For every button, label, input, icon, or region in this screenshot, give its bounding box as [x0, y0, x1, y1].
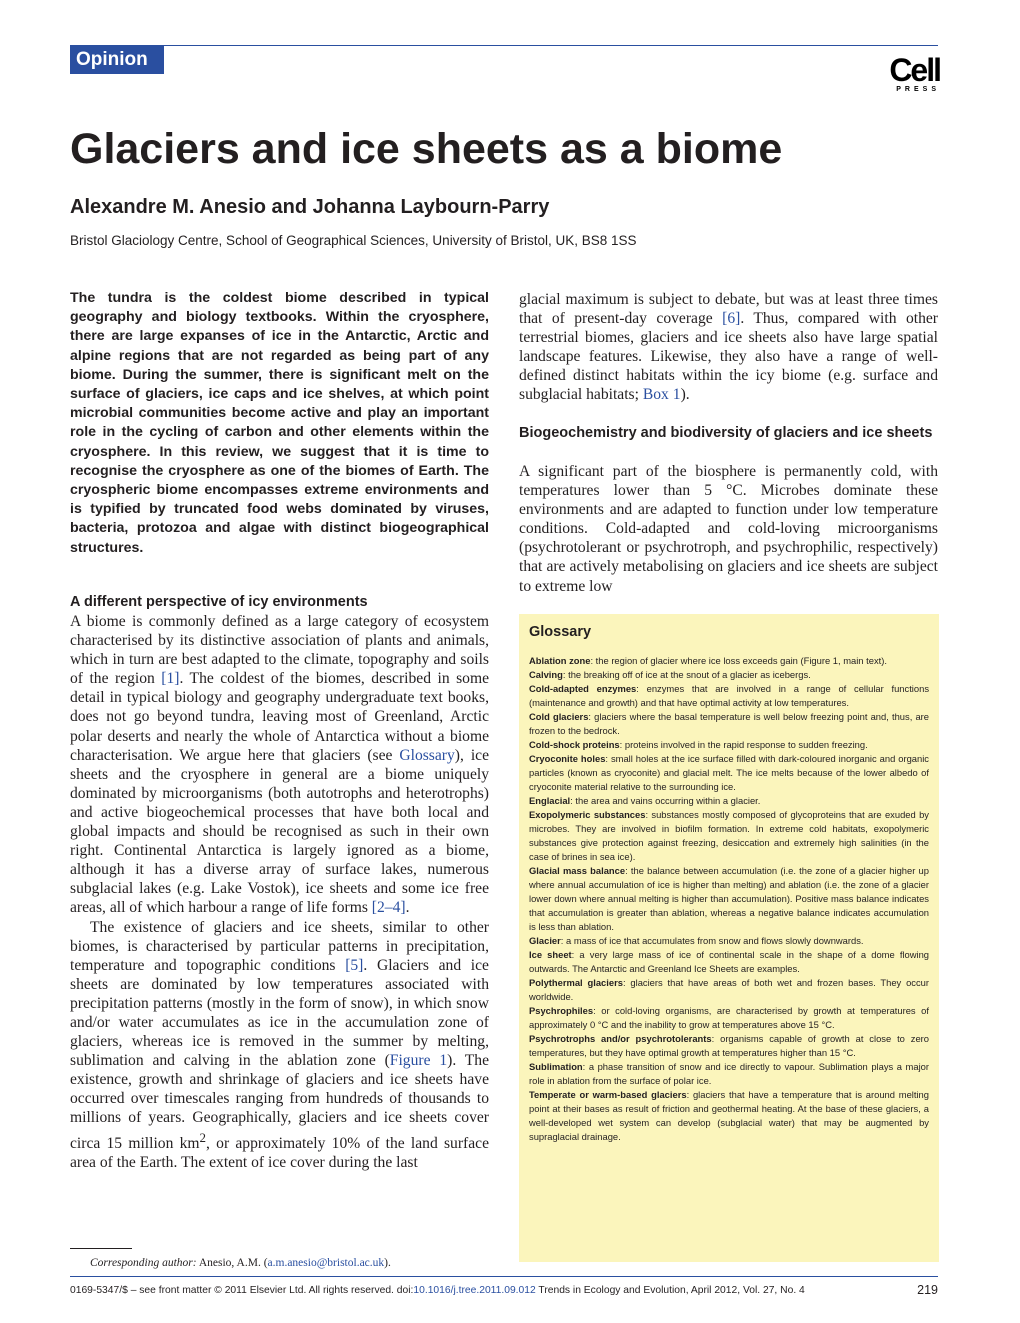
- text-run: ). The existence, growth and shrinkage of glaciers and ice sheets have occurred over timescales ranging from hundreds of thousands to millions of years. Geographically, glaciers and ice sheets cover circa 15 million km: [70, 1052, 489, 1152]
- glossary-entry: [529, 654, 929, 668]
- text-run: , or approximately 10% of the land surface area of the Earth. The extent of ice cover during the last: [70, 1134, 490, 1171]
- glossary-term: Cryoconite holes: [529, 753, 606, 764]
- right-column-body: [519, 290, 938, 405]
- glossary-entry: [529, 808, 929, 864]
- glossary-definition: : or cold-loving organisms, are characterised by growth at temperatures of approximately 0 °C and the inability to grow at temperatures above 15 °C.: [529, 1005, 929, 1030]
- footnote-name: Anesio, A.M. (: [196, 1257, 268, 1269]
- glossary-definition: : the balance between accumulation (i.e. the zone of a glacier higher up where annual accumulation of ice is higher than melting) and ablation (i.e. the zone of a glacier lower down where annual melting is higher than accumulation). Positive mass balance indicates that accumulation is greater than ablation, whereas a negative balance indicates accumulation is less than ablation.: [529, 865, 929, 932]
- glossary-term: Cold glaciers: [529, 711, 589, 722]
- text-run: glacial maximum is subject to debate, but was at least three times that of present-day coverage: [519, 291, 938, 328]
- section-heading-2: Biogeochemistry and biodiversity of glaciers and ice sheets: [519, 425, 933, 441]
- issn-text: 0169-5347/$ – see front matter © 2011 Elsevier Ltd. All rights reserved. doi:: [70, 1285, 414, 1296]
- glossary-list: [529, 654, 929, 1144]
- text-run: ), ice sheets and the cryosphere in general are a biome uniquely dominated by microorganisms (both autotrophs and heterotrophs) and active biogeochemical processes that have both local and global impacts and should be recognised as such in their own right. Continental Antarctica is largely ignored as a biome, although it has a diverse array of surface lakes, numerous subglacial lakes (e.g. Lake Vostok), ice sheets and some ice free areas, all of which harbour a range of life forms: [70, 746, 489, 917]
- superscript: 2: [199, 1129, 207, 1145]
- author-email-link[interactable]: a.m.anesio@bristol.ac.uk: [267, 1257, 385, 1269]
- glossary-term: Glacier: [529, 935, 561, 946]
- glossary-definition: : glaciers that have areas of both wet and frozen bases. They occur worldwide.: [529, 977, 929, 1002]
- glossary-term: Exopolymeric substances: [529, 809, 646, 820]
- glossary-term: Sublimation: [529, 1061, 583, 1072]
- figure-link[interactable]: Figure 1: [389, 1052, 448, 1070]
- glossary-entry: [529, 710, 929, 738]
- citation-link[interactable]: [1]: [161, 670, 180, 688]
- glossary-term: Temperate or warm-based glaciers: [529, 1089, 687, 1100]
- journal-citation: Trends in Ecology and Evolution, April 2012, Vol. 27, No. 4: [535, 1285, 805, 1296]
- text-run: . Thus, compared with other terrestrial biomes, glaciers and ice sheets also have large spatial landscape features. Likewise, they also have a range of well-defined distinct habitats within the icy biome (e.g. surface and subglacial habitats;: [519, 310, 938, 404]
- footnote-end: ).: [384, 1257, 391, 1269]
- text-run: A biome is commonly defined as a large category of ecosystem characterised by its distinctive association of plants and animals, which in turn are best adapted to the climate, topography and soils of the region: [70, 613, 489, 688]
- body-paragraph: [519, 290, 938, 405]
- author-affiliation: Bristol Glaciology Centre, School of Geographical Sciences, University of Bristol, UK, BS8 1SS: [70, 233, 637, 248]
- glossary-definition: : organisms capable of growth at close to zero temperatures, but they have optimal growth at temperatures higher than 15 °C.: [529, 1033, 929, 1058]
- glossary-definition: : glaciers where the basal temperature is well below freezing point and, thus, are frozen to the bedrock.: [529, 711, 930, 736]
- glossary-entry: [529, 864, 929, 934]
- glossary-entry: [529, 948, 929, 976]
- box-link[interactable]: Box 1: [642, 386, 681, 404]
- publisher-logo: [880, 52, 940, 94]
- glossary-definition: : small holes at the ice surface filled with dark-coloured inorganic and organic particles (known as cryoconite) and glacial melt. The ice melts because of the lower albedo of cryoconite material relative to the surrounding ice.: [529, 753, 929, 792]
- glossary-term: Psychrotrophs and/or psychrotolerants: [529, 1033, 712, 1044]
- glossary-term: Englacial: [529, 795, 571, 806]
- doi-link[interactable]: 10.1016/j.tree.2011.09.012: [413, 1285, 536, 1296]
- glossary-title: Glossary: [529, 624, 592, 640]
- glossary-entry: [529, 934, 929, 948]
- footnote-rule: [70, 1248, 132, 1249]
- corresponding-author-note: [90, 1255, 391, 1271]
- body-paragraph: [70, 918, 489, 1172]
- glossary-definition: : proteins involved in the rapid response to sudden freezing.: [619, 739, 868, 750]
- glossary-definition: : the breaking off of ice at the snout of a glacier as icebergs.: [562, 669, 811, 680]
- glossary-entry: [529, 1004, 929, 1032]
- body-paragraph: A significant part of the biosphere is permanently cold, with temperatures lower than 5 °C. Microbes dominate these environments and are adapted to function under low temperature conditions. Cold-adapted and cold-loving microorganisms (psychrotolerant or psychrotroph, and psychrophilic, respectively) that are actively metabolising on glaciers and ice sheets are subject to extreme low: [519, 463, 938, 595]
- right-column-body-2: [519, 462, 938, 596]
- citation-link[interactable]: [6]: [722, 310, 741, 328]
- glossary-term: Glacial mass balance: [529, 865, 626, 876]
- logo-subtitle: PRESS: [896, 86, 940, 93]
- glossary-term: Cold-shock proteins: [529, 739, 620, 750]
- citation-link[interactable]: [5]: [345, 956, 364, 974]
- page-number: 219: [917, 1283, 938, 1297]
- section-tag: Opinion: [70, 46, 164, 74]
- logo-wordmark: Cell: [889, 52, 940, 88]
- glossary-term: Ice sheet: [529, 949, 572, 960]
- left-column-body: [70, 612, 489, 1172]
- glossary-definition: : the region of glacier where ice loss exceeds gain (Figure 1, main text).: [590, 655, 887, 666]
- glossary-definition: : a very large mass of ice of continental scale in the shape of a dome flowing outwards. The Antarctic and Greenland Ice Sheets are examples.: [529, 949, 929, 974]
- glossary-entry: [529, 1032, 929, 1060]
- glossary-definition: : enzymes that are involved in a range of cellular functions (maintenance and growth) and that have optimal activity at low temperatures.: [529, 683, 930, 708]
- text-run: .: [405, 899, 410, 917]
- glossary-term: Polythermal glaciers: [529, 977, 623, 988]
- footer-rule: [70, 1276, 938, 1277]
- glossary-entry: [529, 794, 929, 808]
- glossary-definition: : the area and vains occurring within a glacier.: [570, 795, 761, 806]
- glossary-term: Calving: [529, 669, 563, 680]
- text-run: The existence of glaciers and ice sheets, similar to other biomes, is characterised by particular patterns in precipitation, temperature and topographic conditions: [70, 918, 489, 974]
- glossary-term: Ablation zone: [529, 655, 591, 666]
- footer-bar: [70, 1283, 938, 1299]
- footnote-label: Corresponding author:: [90, 1257, 197, 1269]
- abstract: The tundra is the coldest biome described in typical geography and biology textbooks. Within the cryosphere, there are large expanses of ice in the Antarctic, Arctic and alpine regions that are not regarded as being part of any biome. During the summer, there is significant melt on the surface of glaciers, ice caps and ice shelves, at which point microbial communities become active and play an important role in the cycling of carbon and other elements within the cryosphere. In this review, we suggest that it is time to recognise the cryosphere as one of the biomes of Earth. The cryospheric biome encompasses extreme environments and is typified by truncated food webs dominated by viruses, bacteria, protozoa and algae with distinct biogeographical structures.: [70, 290, 489, 556]
- glossary-box: [519, 614, 939, 1262]
- text-run: ).: [680, 386, 690, 404]
- glossary-entry: [529, 976, 929, 1004]
- citation-link[interactable]: [2–4]: [371, 899, 406, 917]
- glossary-term: Cold-adapted enzymes: [529, 683, 637, 694]
- glossary-entry: [529, 1060, 929, 1088]
- glossary-entry: [529, 682, 929, 710]
- glossary-definition: : glaciers that have a temperature that is around melting point at their bases as result of friction and geothermal heating. At the base of these glaciers, a well-developed wet system can develop (subglacial water) that may be augmented by supraglacial drainage.: [529, 1089, 929, 1142]
- article-authors: Alexandre M. Anesio and Johanna Laybourn-Parry: [70, 196, 550, 218]
- glossary-definition: : a mass of ice that accumulates from snow and flows slowly downwards.: [560, 935, 864, 946]
- glossary-link[interactable]: Glossary: [399, 746, 455, 764]
- glossary-entry: [529, 668, 929, 682]
- header-rule: [70, 45, 938, 46]
- text-run: . Glaciers and ice sheets are dominated by low temperatures associated with precipitation patterns (mostly in the form of snow), in which snow and/or water accumulates as ice in the accumulation zone of glaciers, whereas ice is removed in the summer by melting, sublimation and calving in the ablation zone (: [70, 956, 489, 1070]
- glossary-definition: : a phase transition of snow and ice directly to vapour. Sublimation plays a major role in ablation from the surface of polar ice.: [529, 1061, 929, 1086]
- glossary-entry: [529, 738, 929, 752]
- glossary-definition: : substances mostly composed of glycoproteins that are exuded by microbes. They are involved in biofilm formation. In extreme cold habitats, exopolymeric substances give protection against freezing, desiccation and extremely high salinities (in the case of brines in sea ice).: [529, 809, 929, 862]
- body-paragraph: [70, 612, 489, 918]
- text-run: . The coldest of the biomes, described in some detail in typical biology and geography undergraduate text books, does not go beyond tundra, leaving most of Greenland, Arctic polar deserts and nearly the whole of Antarctica without a biome characterisation. We argue here that glaciers (see: [70, 670, 489, 764]
- glossary-entry: [529, 1088, 929, 1144]
- article-title: Glaciers and ice sheets as a biome: [70, 125, 783, 173]
- section-heading-1: A different perspective of icy environments: [70, 594, 368, 610]
- glossary-entry: [529, 752, 929, 794]
- glossary-term: Psychrophiles: [529, 1005, 594, 1016]
